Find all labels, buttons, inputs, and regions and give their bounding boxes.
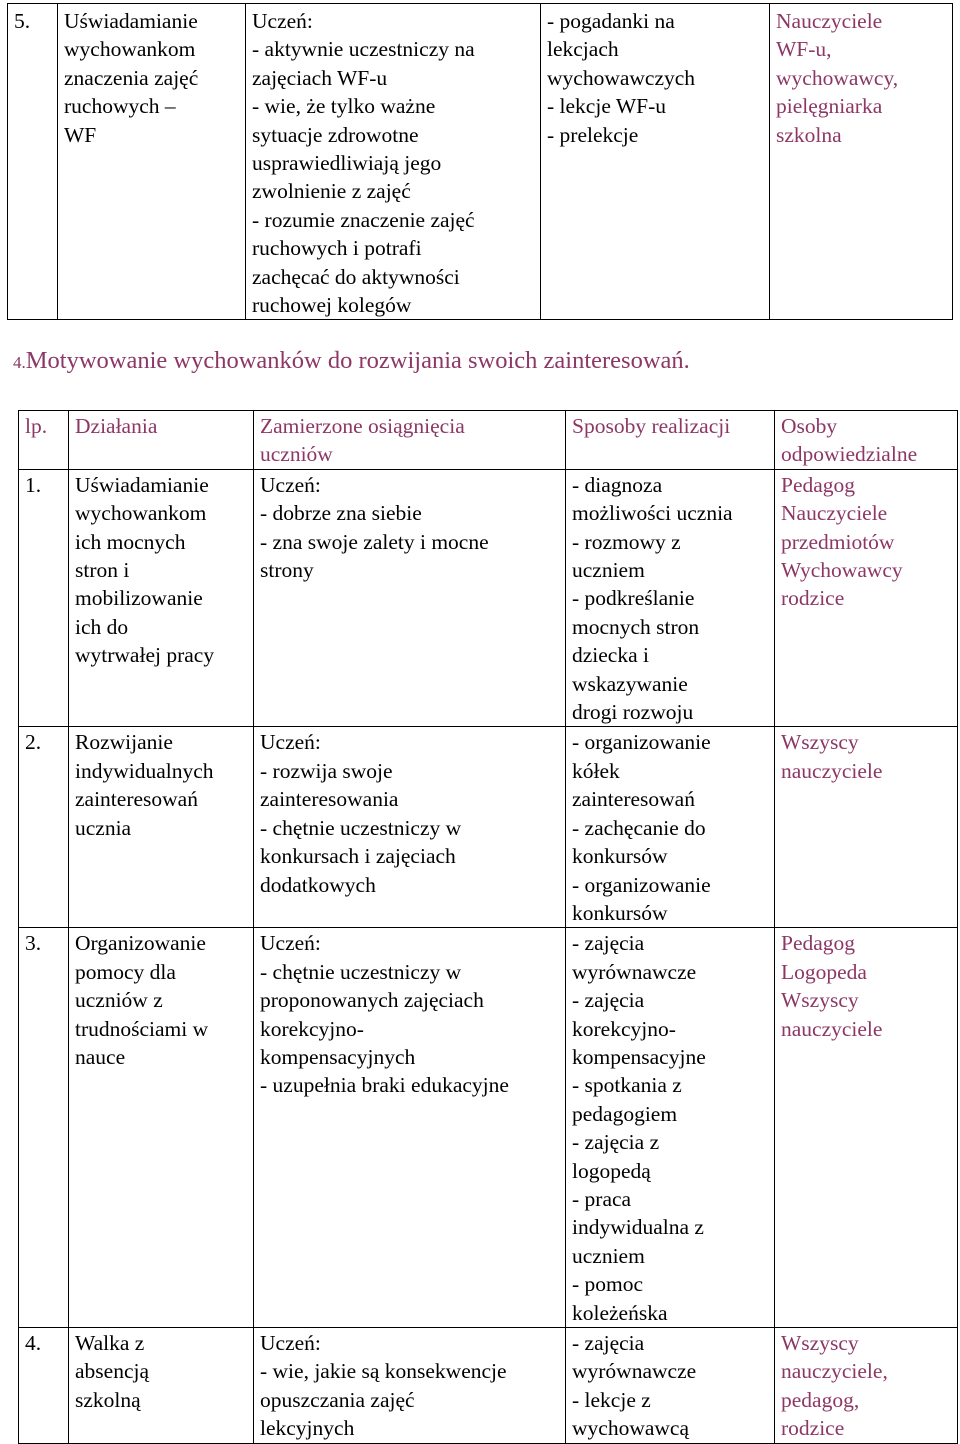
action-text: Uświadamianie <box>64 9 198 33</box>
table-row <box>8 4 953 320</box>
responsible-text: Logopeda <box>781 959 867 984</box>
action-text: ich do <box>75 614 129 639</box>
row-number: 4. <box>25 1331 42 1355</box>
cell-lp <box>8 4 58 320</box>
header-sposoby <box>566 411 775 470</box>
method-text: koleżeńska <box>572 1300 668 1325</box>
table-row <box>19 1328 958 1444</box>
header-text: lp. <box>25 414 48 438</box>
cell-sposoby <box>566 469 775 727</box>
achievement-text: zachęcać do aktywności <box>252 264 460 289</box>
method-text: konkursów <box>572 900 668 925</box>
method-text: możliwości ucznia <box>572 501 733 526</box>
achievement-text: strony <box>260 558 314 583</box>
action-text: wychowankom <box>64 37 196 62</box>
action-text: wychowankom <box>75 501 207 526</box>
action-text: absencją <box>75 1359 150 1384</box>
cell-dzialania <box>58 4 246 320</box>
method-text: - zajęcia <box>572 988 645 1013</box>
cell-lp <box>19 928 69 1328</box>
header-text: Zamierzone osiągnięcia <box>260 414 465 438</box>
responsible-text: Wszyscy <box>781 730 859 755</box>
table-row <box>19 469 958 727</box>
action-text: zainteresowań <box>75 787 198 812</box>
method-text: dziecka i <box>572 643 649 668</box>
achievement-text: ruchowej kolegów <box>252 293 412 318</box>
table-row <box>19 928 958 1328</box>
responsible-text: rodzice <box>781 1416 845 1441</box>
achievement-text: - wie, jakie są konsekwencje <box>260 1359 507 1384</box>
responsible-text: Wychowawcy <box>781 558 903 583</box>
cell-dzialania <box>69 1328 254 1444</box>
action-text: uczniów z <box>75 988 163 1013</box>
plan-table-continuation <box>7 3 953 320</box>
responsible-text: Wszyscy <box>781 988 859 1013</box>
header-text: Osoby <box>781 414 838 438</box>
section-title: Motywowanie wychowanków do rozwijania swoich zainteresowań. <box>25 347 690 374</box>
achievement-text: Uczeń: <box>260 730 321 755</box>
action-text: nauce <box>75 1044 126 1069</box>
cell-osiagniecia <box>254 727 566 928</box>
row-number: 1. <box>25 472 42 497</box>
method-text: indywidualna z <box>572 1215 704 1240</box>
achievement-text: ruchowych i potrafi <box>252 236 422 261</box>
action-text: WF <box>64 122 97 147</box>
action-text: stron i <box>75 558 130 583</box>
responsible-text: rodzice <box>781 586 845 611</box>
achievement-text: zajęciach WF-u <box>252 65 388 90</box>
cell-osoby <box>770 4 953 320</box>
action-text: znaczenia zajęć <box>64 65 199 90</box>
achievement-text: - wie, że tylko ważne <box>252 94 436 119</box>
method-text: konkursów <box>572 844 668 869</box>
responsible-text: Wszyscy <box>781 1331 859 1355</box>
achievement-text: korekcyjno- <box>260 1016 364 1041</box>
cell-osiagniecia <box>254 469 566 727</box>
method-text: wychowawczych <box>547 65 696 90</box>
responsible-text: nauczyciele <box>781 1016 883 1041</box>
method-text: - pomoc <box>572 1272 644 1297</box>
header-dzialania <box>69 411 254 470</box>
achievement-text: Uczeń: <box>252 9 313 33</box>
achievement-text: Uczeń: <box>260 1331 321 1355</box>
method-text: - organizowanie <box>572 730 711 755</box>
header-osoby <box>775 411 958 470</box>
achievement-text: sytuacje zdrowotne <box>252 122 419 147</box>
method-text: lekcjach <box>547 37 619 62</box>
method-text: kółek <box>572 758 620 783</box>
responsible-text: szkolna <box>776 122 842 147</box>
cell-dzialania <box>69 469 254 727</box>
cell-sposoby <box>566 928 775 1328</box>
cell-dzialania <box>69 928 254 1328</box>
header-lp <box>19 411 69 470</box>
achievement-text: - uzupełnia braki edukacyjne <box>260 1073 509 1098</box>
achievement-text: opuszczania zajęć <box>260 1387 415 1412</box>
achievement-text: dodatkowych <box>260 872 376 897</box>
cell-osoby <box>775 727 958 928</box>
achievement-text: - chętnie uczestniczy w <box>260 815 462 840</box>
method-text: mocnych stron <box>572 614 700 639</box>
method-text: - diagnoza <box>572 472 663 497</box>
responsible-text: Nauczyciele <box>781 501 888 526</box>
method-text: - lekcje z <box>572 1387 651 1412</box>
cell-lp <box>19 1328 69 1444</box>
responsible-text: Pedagog <box>781 472 856 497</box>
responsible-text: WF-u, <box>776 37 832 62</box>
method-text: - zajęcia <box>572 931 645 956</box>
cell-osiagniecia <box>246 4 541 320</box>
responsible-text: przedmiotów <box>781 529 895 554</box>
cell-sposoby <box>541 4 770 320</box>
method-text: - lekcje WF-u <box>547 94 667 119</box>
method-text: - prelekcje <box>547 122 639 147</box>
method-text: uczniem <box>572 558 645 583</box>
method-text: - spotkania z <box>572 1073 682 1098</box>
achievement-text: konkursach i zajęciach <box>260 844 456 869</box>
cell-lp <box>19 469 69 727</box>
action-text: ich mocnych <box>75 529 186 554</box>
responsible-text: nauczyciele <box>781 758 883 783</box>
achievement-text: - chętnie uczestniczy w <box>260 959 462 984</box>
achievement-text: Uczeń: <box>260 931 321 956</box>
action-text: Walka z <box>75 1331 145 1355</box>
achievement-text: - rozwija swoje <box>260 758 393 783</box>
row-number: 5. <box>14 9 31 33</box>
header-text: odpowiedzialne <box>781 442 918 467</box>
method-text: drogi rozwoju <box>572 700 694 725</box>
achievement-text: kompensacyjnych <box>260 1044 416 1069</box>
method-text: - organizowanie <box>572 872 711 897</box>
method-text: wyrównawcze <box>572 959 697 984</box>
cell-osiagniecia <box>254 928 566 1328</box>
responsible-text: wychowawcy, <box>776 65 899 90</box>
section-heading <box>13 346 690 378</box>
row-number: 3. <box>25 931 42 956</box>
action-text: mobilizowanie <box>75 586 203 611</box>
achievement-text: usprawiedliwiają jego <box>252 151 442 176</box>
header-osiagniecia <box>254 411 566 470</box>
action-text: ucznia <box>75 815 132 840</box>
cell-sposoby <box>566 1328 775 1444</box>
method-text: - pogadanki na <box>547 9 675 33</box>
method-text: wyrównawcze <box>572 1359 697 1384</box>
plan-table-section-4 <box>18 410 958 1444</box>
cell-osoby <box>775 928 958 1328</box>
cell-osoby <box>775 469 958 727</box>
method-text: - zachęcanie do <box>572 815 706 840</box>
cell-lp <box>19 727 69 928</box>
action-text: wytrwałej pracy <box>75 643 215 668</box>
cell-osoby <box>775 1328 958 1444</box>
cell-dzialania <box>69 727 254 928</box>
header-text: Działania <box>75 414 158 438</box>
action-text: Uświadamianie <box>75 472 209 497</box>
method-text: wskazywanie <box>572 671 688 696</box>
method-text: - praca <box>572 1186 632 1211</box>
action-text: Rozwijanie <box>75 730 173 755</box>
responsible-text: pielęgniarka <box>776 94 883 119</box>
cell-sposoby <box>566 727 775 928</box>
action-text: Organizowanie <box>75 931 206 956</box>
method-text: - rozmowy z <box>572 529 681 554</box>
achievement-text: zwolnienie z zajęć <box>252 179 411 204</box>
header-text: Sposoby realizacji <box>572 414 731 438</box>
row-number: 2. <box>25 730 42 755</box>
achievement-text: - aktywnie uczestniczy na <box>252 37 475 62</box>
method-text: wychowawcą <box>572 1416 690 1441</box>
responsible-text: nauczyciele, <box>781 1359 888 1384</box>
method-text: - podkreślanie <box>572 586 695 611</box>
action-text: szkolną <box>75 1387 141 1412</box>
achievement-text: zainteresowania <box>260 787 399 812</box>
action-text: trudnościami w <box>75 1016 209 1041</box>
method-text: - zajęcia <box>572 1331 645 1355</box>
achievement-text: - rozumie znaczenie zajęć <box>252 207 475 232</box>
responsible-text: pedagog, <box>781 1387 860 1412</box>
method-text: korekcyjno- <box>572 1016 676 1041</box>
section-number: 4. <box>13 353 26 372</box>
achievement-text: Uczeń: <box>260 472 321 497</box>
header-text: uczniów <box>260 442 333 467</box>
method-text: kompensacyjne <box>572 1044 706 1069</box>
achievement-text: - dobrze zna siebie <box>260 501 422 526</box>
method-text: zainteresowań <box>572 787 695 812</box>
achievement-text: lekcyjnych <box>260 1416 355 1441</box>
achievement-text: - zna swoje zalety i mocne <box>260 529 489 554</box>
action-text: pomocy dla <box>75 959 176 984</box>
method-text: uczniem <box>572 1243 645 1268</box>
action-text: indywidualnych <box>75 758 214 783</box>
method-text: - zajęcia z <box>572 1130 660 1155</box>
table-header-row <box>19 411 958 470</box>
method-text: logopedą <box>572 1158 651 1183</box>
achievement-text: proponowanych zajęciach <box>260 988 484 1013</box>
table-row <box>19 727 958 928</box>
cell-osiagniecia <box>254 1328 566 1444</box>
method-text: pedagogiem <box>572 1101 678 1126</box>
action-text: ruchowych – <box>64 94 176 119</box>
responsible-text: Nauczyciele <box>776 9 883 33</box>
responsible-text: Pedagog <box>781 931 856 956</box>
